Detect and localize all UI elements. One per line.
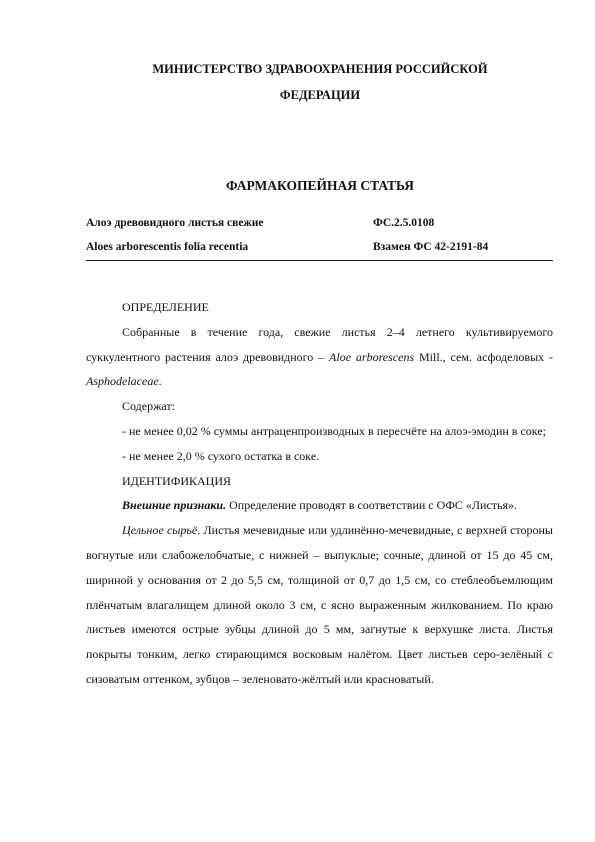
identification-heading: ИДЕНТИФИКАЦИЯ <box>122 473 231 488</box>
article-code: ФС.2.5.0108 <box>373 217 435 229</box>
external-features-text: Определение проводят в соответствии с ОФС «Листья». <box>226 498 518 513</box>
ministry-line-2: ФЕДЕРАЦИИ <box>279 88 361 102</box>
definition-text-3: . <box>158 374 162 389</box>
family-name: Asphodelaceae <box>86 374 159 389</box>
article-body <box>86 295 553 692</box>
replaces-article: Взамен ФС 42-2191-84 <box>373 241 489 253</box>
ministry-line-1: МИНИСТЕРСТВО ЗДРАВООХРАНЕНИЯ РОССИЙСКОЙ <box>152 62 488 76</box>
whole-raw-material-label: Цельное сырьё <box>122 523 198 538</box>
meta-row-2 <box>86 236 553 260</box>
contains-item-2: - не менее 2,0 % сухого остатка в соке. <box>122 448 320 463</box>
definition-text-1: Собранные в течение года, свежие листья 2–4 летнего культивируемого суккулентного растения алоэ древовидного – <box>86 324 553 364</box>
external-features-label: Внешние признаки. <box>122 498 227 513</box>
plant-name-lat: Aloes arborescentis folia recentia <box>86 241 249 253</box>
ministry-header <box>80 56 560 108</box>
contains-label: Содержат: <box>122 399 175 414</box>
article-title: ФАРМАКОПЕЙНАЯ СТАТЬЯ <box>226 178 414 193</box>
whole-raw-material-paragraph <box>86 518 553 692</box>
header-divider <box>86 260 553 261</box>
external-features-paragraph <box>86 493 553 518</box>
definition-text-2: Mill., сем. асфоделовых - <box>414 349 554 364</box>
contains-item-1: - не менее 0,02 % суммы антраценпроизводных в пересчёте на алоэ-эмодин в соке; <box>122 423 546 438</box>
article-meta <box>86 212 553 260</box>
whole-raw-material-text: . Листья мечевидные или удлинённо-мечевидные, с верхней стороны вогнутые или слабожелобчатые, с нижней – выпуклые; сочные, длиной от 15 до 45 см, шириной у основания от 2 до 5,5 см, толщиной от 0,7 до 1,5 см, со стеблеобъемлющим плёнчатым влагалищем длиной около 3 см, с ясно выраженным жилкованием. По краю листьев имеются острые зубцы длиной до 5 мм, загнутые к верхушке листа. Листья покрыты тонким, легко стирающимся восковым налётом. Цвет листьев серо-зелёный с сизоватым оттенком, зубцов – зеленовато-жёлтый или красноватый. <box>86 523 553 686</box>
species-name: Aloe arborescens <box>329 349 415 364</box>
definition-heading: ОПРЕДЕЛЕНИЕ <box>122 300 209 314</box>
plant-name-ru: Алоэ древовидного листья свежие <box>86 217 264 229</box>
definition-paragraph <box>86 320 553 394</box>
meta-row-1 <box>86 212 553 236</box>
